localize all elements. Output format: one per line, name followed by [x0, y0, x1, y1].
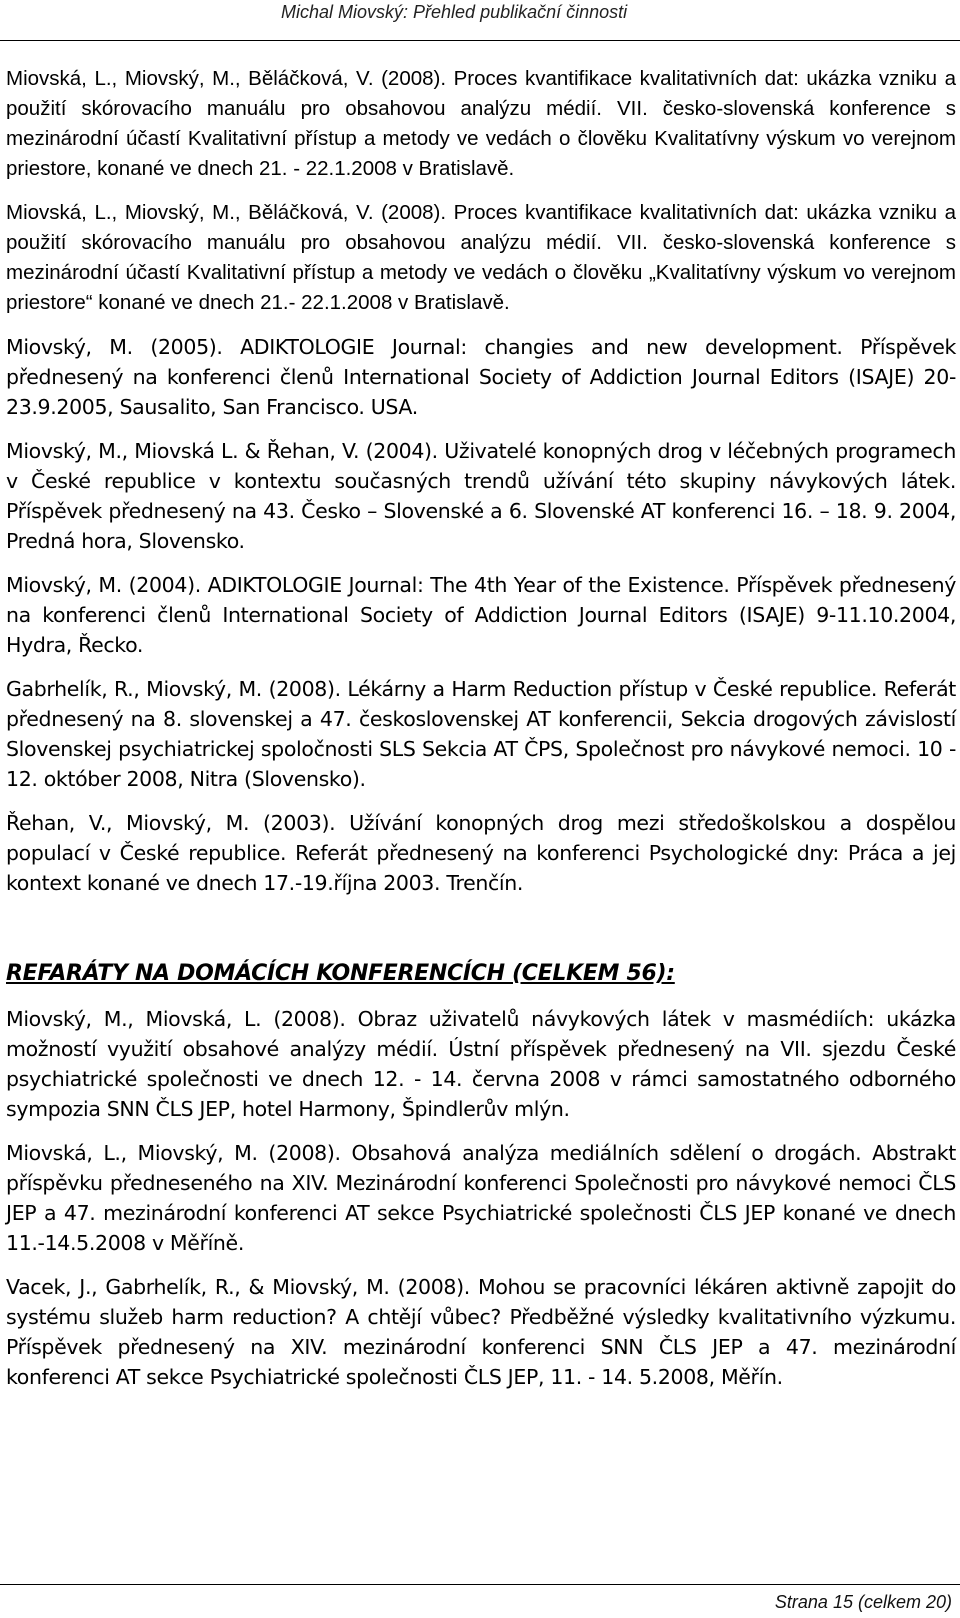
header-title: Michal Miovský: Přehled publikační činnosti [281, 2, 628, 22]
page-footer [0, 1584, 960, 1618]
page-header [0, 0, 960, 41]
publication-entry: Miovská, L., Miovský, M., Běláčková, V. (2008). Proces kvantifikace kvalitativních dat: ukázka vzniku a použití skórovacího manuálu pro obsahovou analýzu médií. VII. česko-slovenská konference s mezinárodní účastí Kvalitativní přístup a metody ve vedách o člověku „Kvalitatívny výskum vo verejnom priestore“ konané ve dnech 21.- 22.1.2008 v Bratislavě. [6, 201, 956, 314]
publication-entry: Miovská, L., Miovský, M. (2008). Obsahová analýza mediálních sdělení o drogách. Abstrakt příspěvku předneseného na XIV. Mezinárodní konferenci Společnosti pro návykové nemoci ČLS JEP a 47. mezinárodní konferenci AT sekce Psychiatrické společnosti ČLS JEP konané ve dnech 11.-14.5.2008 v Měříně. [6, 1141, 956, 1255]
publication-entry: Miovský, M., Miovská L. & Řehan, V. (2004). Uživatelé konopných drog v léčebných programech v České republice v kontextu současných trendů užívání této skupiny návykových látek. Příspěvek přednesený na 43. Česko – Slovenské a 6. Slovenské AT konferenci 16. – 18. 9. 2004, Predná hora, Slovensko. [6, 439, 956, 553]
publication-entry: Miovský, M. (2005). ADIKTOLOGIE Journal: changies and new development. Příspěvek přednesený na konferenci členů International Society of Addiction Journal Editors (ISAJE) 20-23.9.2005, Sausalito, San Francisco. USA. [6, 335, 956, 419]
publication-entry: Vacek, J., Gabrhelík, R., & Miovský, M. (2008). Mohou se pracovníci lékáren aktivně zapojit do systému služeb harm reduction? A chtějí vůbec? Předběžné výsledky kvalitativního výzkumu. Příspěvek přednesený na XIV. mezinárodní konferenci SNN ČLS JEP a 47. mezinárodní konferenci AT sekce Psychiatrické společnosti ČLS JEP, 11. - 14. 5.2008, Měřín. [6, 1275, 956, 1389]
document-body [6, 64, 956, 1406]
page-number: Strana 15 (celkem 20) [774, 1592, 952, 1612]
publication-entry: Miovský, M., Miovská, L. (2008). Obraz uživatelů návykových látek v masmédiích: ukázka možností využití obsahové analýzy médií. Ústní příspěvek přednesený na VII. sjezdu České psychiatrické společnosti ve dnech 12. - 14. června 2008 v rámci samostatného odborného sympozia SNN ČLS JEP, hotel Harmony, Špindlerův mlýn. [6, 1007, 956, 1121]
publication-entry: Miovská, L., Miovský, M., Běláčková, V. (2008). Proces kvantifikace kvalitativních dat: ukázka vzniku a použití skórovacího manuálu pro obsahovou analýzu médií. VII. česko-slovenská konference s mezinárodní účastí Kvalitativní přístup a metody ve vedách o člověku Kvalitatívny výskum vo verejnom priestore, konané ve dnech 21. - 22.1.2008 v Bratislavě. [6, 67, 956, 180]
publication-entry: Gabrhelík, R., Miovský, M. (2008). Lékárny a Harm Reduction přístup v České republice. Referát přednesený na 8. slovenskej a 47. československej AT konferencii, Sekcia drogových závislostí Slovenskej psychiatrickej spoločnosti SLS Sekcia AT ČPS, Společnost pro návykové nemoci. 10 - 12. október 2008, Nitra (Slovensko). [6, 677, 956, 791]
publication-entry: Miovský, M. (2004). ADIKTOLOGIE Journal: The 4th Year of the Existence. Příspěvek přednesený na konferenci členů International Society of Addiction Journal Editors (ISAJE) 9-11.10.2004, Hydra, Řecko. [6, 573, 956, 657]
section-heading: REFARÁTY NA DOMÁCÍCH KONFERENCÍCH (CELKEM 56): [6, 961, 675, 986]
publication-entry: Řehan, V., Miovský, M. (2003). Užívání konopných drog mezi středoškolskou a dospělou populací v České republice. Referát přednesený na konferenci Psychologické dny: Práca a jej kontext konané ve dnech 17.-19.října 2003. Trenčín. [6, 811, 956, 895]
